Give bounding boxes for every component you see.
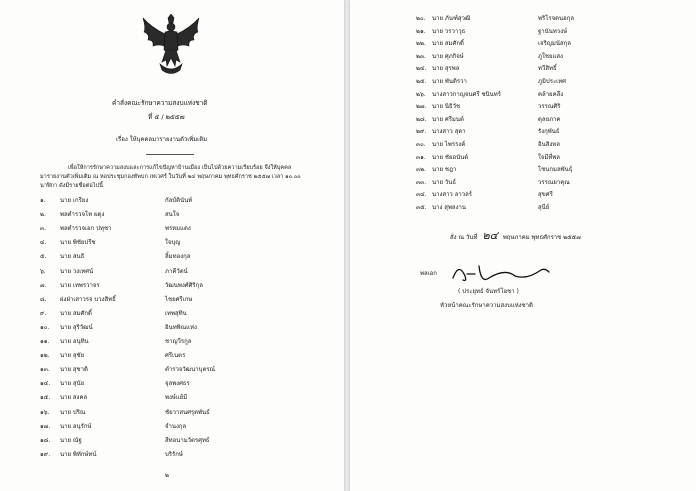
list-item-given-name: นางสาว สุดา	[432, 128, 466, 136]
list-item-surname: กัลป์ตินันท์	[165, 197, 193, 204]
page-number: ๒	[165, 472, 169, 479]
order-paragraph	[40, 164, 330, 191]
order-subject: เรื่อง ให้บุคคลมารายงานตัวเพิ่มเติม	[116, 136, 208, 143]
list-item-number: ๒๘.	[416, 115, 427, 123]
issued-suffix: พฤษภาคม พุทธศักราช ๒๕๕๗	[502, 234, 581, 241]
list-item-surname: ใจมีที่พล	[538, 153, 560, 161]
list-item-given-name: นาย พิชัยปรีช	[60, 239, 96, 247]
signatory-title: หัวหน้าคณะรักษาความสงบแห่งชาติ	[440, 302, 533, 309]
list-item-number: ๒๗.	[416, 103, 427, 111]
paragraph-line: เพื่อให้การรักษาความสงบและการแก้ไขปัญหาบ้านเมือง เป็นไปด้วยความเรียบร้อย จึงให้บุคคล	[68, 165, 292, 171]
list-item-number: ๑๙.	[40, 450, 51, 458]
list-item-surname: ภูใชยแสง	[538, 52, 563, 60]
list-item-number: ๑๓.	[40, 366, 50, 374]
list-item-surname: บริรักษ์	[165, 450, 183, 458]
issued-prefix: สั่ง ณ วันที่	[450, 234, 478, 241]
list-item-number: ๒๑.	[416, 27, 426, 35]
order-number: ที่ ๕ / ๒๕๕๗	[148, 113, 185, 121]
list-item-number: ๒๒.	[416, 40, 426, 48]
list-item-given-name: นาย สมศักดิ์	[60, 309, 92, 317]
issued-date-line	[450, 229, 581, 242]
list-item-given-name: นาย เทพรวาจร	[60, 281, 100, 289]
list-item-surname: ศรีเนตร	[165, 352, 186, 360]
list-item-number: ๒๖.	[416, 90, 426, 98]
list-item-given-name: นาย ศุภกิจษ์	[432, 52, 464, 60]
list-item-number: ๑๒.	[40, 352, 50, 360]
list-item-number: ๒๙.	[416, 128, 427, 136]
list-item-number: ๒๕.	[416, 78, 427, 85]
list-item-given-name: นาย วงเทศน์	[60, 267, 94, 275]
list-item-surname: จำนงกุล	[165, 422, 187, 430]
list-item-given-name: นางสาวกาญจนศรี ชนินทร์	[432, 90, 501, 98]
list-item-number: ๔.	[40, 239, 47, 247]
list-item-number: ๑๖.	[40, 408, 50, 416]
list-item-number: ๒๔.	[416, 65, 427, 73]
list-item-given-name: นาย สุชัย	[60, 352, 85, 360]
list-item-surname: รังกุพันธ์	[538, 128, 560, 136]
list-item-number: ๓๒.	[416, 166, 426, 174]
list-item-given-name: นาง สุพลงาน	[432, 204, 467, 211]
list-item-number: ๑๗.	[40, 422, 51, 430]
list-item-surname: ฐานันทวงษ์	[538, 27, 568, 35]
list-item-surname: คล้ายคลึง	[538, 90, 564, 98]
list-item-surname: วรรณยาคุณ	[538, 178, 570, 186]
list-item-given-name: นาย นิธิวัช	[432, 103, 461, 111]
list-item-surname: เทพสุทิน	[165, 309, 187, 317]
list-item-number: ๗.	[40, 281, 47, 289]
document-page-right	[350, 0, 696, 491]
list-item-surname: ใจบุญ	[165, 239, 181, 247]
list-item-given-name: นาย ภันฑ์สุวฒิ	[432, 15, 471, 22]
list-item-surname: ชัยวาสนศรุตพันธ์	[165, 408, 210, 416]
garuda-emblem	[140, 14, 202, 78]
list-item-number: ๕.	[40, 253, 47, 261]
subject-divider	[146, 154, 194, 155]
list-item-number: ๓๑.	[416, 153, 426, 161]
issued-day: ๒๔	[482, 229, 498, 242]
list-item-surname: ทวีสิทธิ์	[538, 65, 557, 73]
list-item-given-name: นาย เกรียง	[60, 197, 89, 204]
list-item-given-name: นาย วรวาวุธ	[432, 27, 466, 35]
list-item-given-name: นาย วันธ์	[432, 178, 457, 186]
list-item-number: ๓๓.	[416, 178, 427, 186]
list-item-number: ๖.	[40, 267, 46, 275]
list-item-surname: สุขศรี	[538, 191, 553, 199]
document-title: คำสั่งคณะรักษาความสงบแห่งชาติ	[112, 99, 208, 107]
list-item-number: ๒๓.	[416, 52, 426, 60]
list-item-number: ๑๔.	[40, 380, 51, 388]
list-item-surname: ภาคีวัตน์	[165, 267, 188, 275]
list-item-given-name: นาย สุชาติ	[60, 366, 88, 374]
list-item-surname: โชนกมลพันธุ์	[538, 166, 573, 174]
list-item-given-name: นาย สุรพล	[432, 65, 460, 73]
paragraph-line: นาฬิกา ดังมีรายชื่อต่อไปนี้	[40, 183, 103, 189]
list-item-given-name: นาย สมศักดิ์	[432, 40, 464, 48]
list-item-number: ๓๔.	[416, 191, 427, 199]
list-item-given-name: นาย ชัยอนันต์	[432, 153, 469, 161]
list-item-surname: ภูมิประเทศ	[538, 78, 566, 85]
list-item-number: ๓๐.	[416, 141, 426, 148]
list-item-number: ๓๕.	[416, 204, 427, 211]
list-item-given-name: นาย ปริณ	[60, 408, 86, 416]
list-item-number: ๑๐.	[40, 323, 50, 331]
list-item-surname: พริโรจดนอกุล	[538, 15, 575, 22]
list-item-surname: อินทพิณแห่ง	[165, 323, 197, 331]
list-item-number: ๒.	[40, 211, 46, 219]
list-item-surname: วัฒนพงศ์ศิริกุล	[165, 281, 203, 289]
list-item-given-name: นาย สุนัย	[60, 380, 85, 388]
signatory-rank: พลเอก	[420, 270, 437, 277]
list-item-given-name: นาย สนธิ	[60, 253, 85, 261]
list-item-given-name: นาย ไพรรงค์	[432, 141, 466, 148]
list-item-given-name: นาย สงคล	[60, 394, 88, 402]
signatory-name: ( ประยุทธ์ จันทร์โอชา )	[458, 288, 519, 295]
list-item-number: ๒๐.	[416, 15, 426, 22]
list-item-surname: วรรณศิริ	[538, 103, 561, 111]
list-item-given-name: นาย พิทักษ์ทน์	[60, 450, 97, 458]
paragraph-line: มารายงานตัวเพิ่มเติม ณ หอประชุมกองทัพบก เทเวศร์ ในวันที่ ๒๔ พฤษภาคม พุทธศักราช ๒๕๕๗ เวลา ๑๐.๐๐	[40, 174, 301, 180]
list-item-surname: พรหมแดง	[165, 225, 191, 233]
list-item-number: ๘.	[40, 295, 47, 303]
list-item-surname: ไชยศรีเกษ	[165, 295, 193, 303]
list-item-number: ๑๑.	[40, 338, 50, 345]
list-item-given-name: ผ่งฝ่าเสาวรจ บวงสิทธิ์	[60, 295, 116, 303]
handwritten-signature	[445, 258, 555, 286]
list-item-given-name: นาย สุริวัฒน์	[60, 323, 93, 331]
list-item-surname: สุนีย์	[538, 204, 550, 211]
list-item-number: ๑๕.	[40, 394, 51, 402]
document-page-left	[0, 0, 344, 491]
list-item-number: ๑.	[40, 197, 46, 204]
list-item-given-name: นาย ณัฐ	[60, 436, 82, 444]
list-item-given-name: พลตำรวจโท ผดุง	[60, 211, 105, 219]
list-item-given-name: นาย พันติรวา	[432, 78, 467, 85]
list-item-given-name: นาย อนุรักษ์	[60, 422, 92, 430]
list-item-surname: สนใจ	[165, 211, 180, 219]
list-item-surname: สีทอนามวัตรศุทธ์	[165, 436, 210, 444]
list-item-number: ๓.	[40, 225, 47, 233]
list-item-given-name: พลตำรวจเอก ปทุชา	[60, 225, 112, 233]
list-item-given-name: นาย ศรีมนต์	[432, 115, 464, 123]
list-item-surname: จุลพงศธร	[165, 380, 190, 388]
list-item-given-name: นาย อนุทิน	[60, 338, 89, 345]
list-item-surname: ดุลยภาค	[538, 115, 561, 123]
list-item-number: ๑๘.	[40, 436, 51, 444]
list-item-surname: ลิ้มทองกุล	[165, 253, 191, 261]
list-item-given-name: นางสาว ลาวลร์	[432, 191, 473, 199]
list-item-surname: ตำรวจวัฒนาบุตรณ์	[165, 366, 216, 374]
list-item-surname: ชาญวีรกูล	[165, 338, 192, 345]
list-item-given-name: นาย ชฎา	[432, 166, 457, 174]
list-item-surname: เจริญมนัสกุล	[538, 40, 571, 48]
list-item-surname: พงษ์แย้มี	[165, 394, 188, 402]
list-item-surname: อินสิงหล	[538, 141, 560, 148]
list-item-number: ๙.	[40, 309, 47, 317]
